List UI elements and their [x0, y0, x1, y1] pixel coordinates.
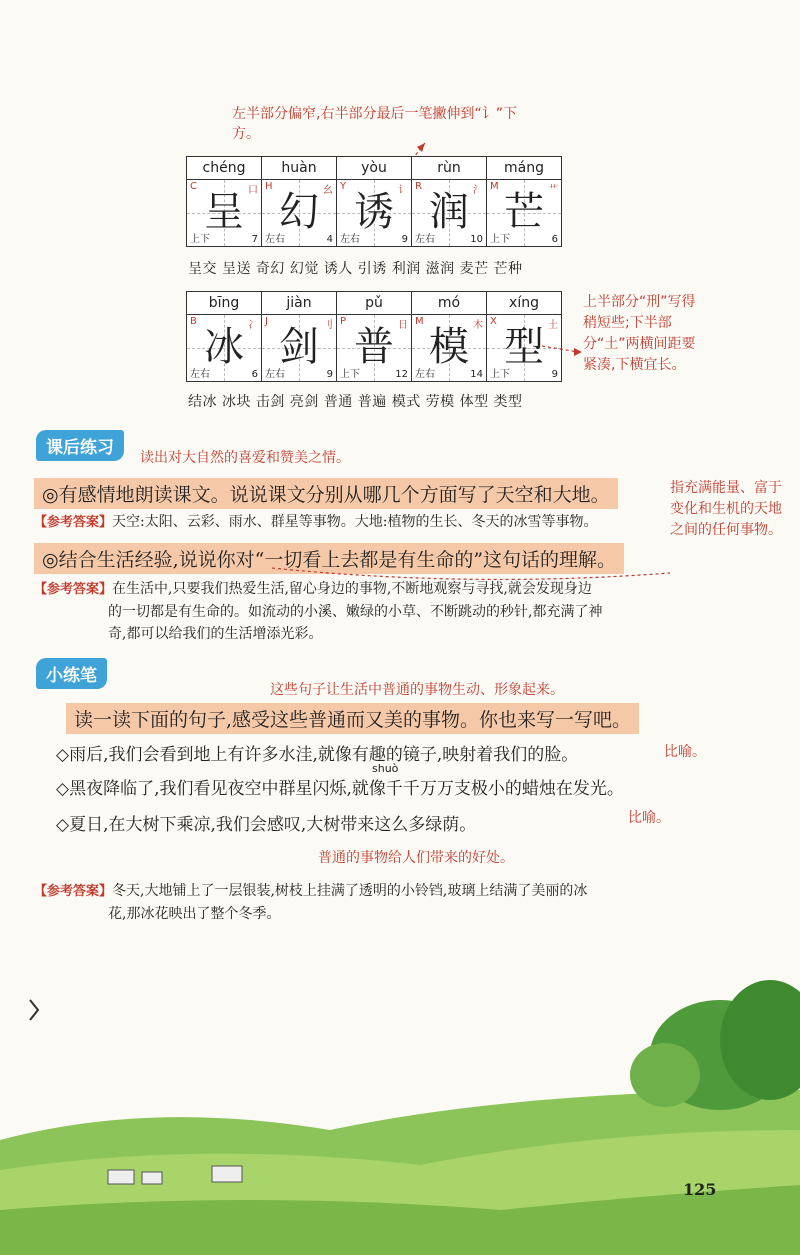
structure: 左右: [190, 369, 210, 380]
character: 诱: [354, 189, 394, 235]
character-cell: [412, 292, 487, 381]
landscape-illustration: [0, 980, 800, 1255]
annotation-benefit: 普通的事物给人们带来的好处。: [318, 850, 514, 866]
page-number: 125: [683, 1180, 717, 1199]
structure: 左右: [265, 369, 285, 380]
structure: 左右: [340, 234, 360, 245]
radical: 日: [398, 320, 408, 331]
question-1: ◎有感情地朗读课文。说说课文分别从哪几个方面写了天空和大地。: [34, 478, 618, 509]
sentence-1: ◇雨后,我们会看到地上有许多水洼,就像有趣的镜子,映射着我们的脸。: [56, 745, 579, 765]
sentence-2: ◇黑夜降临了,我们看见夜空中群星闪烁,就像千千万万支极小的蜡烛在发光。: [56, 779, 624, 799]
annotation-arrow: [540, 340, 585, 360]
word-list-2: 结冰 冰块 击剑 亮剑 普通 普遍 模式 劳模 体型 类型: [188, 394, 523, 410]
annotation-sentences: 这些句子让生活中普通的事物生动、形象起来。: [270, 682, 564, 698]
structure: 左右: [415, 234, 435, 245]
character-cell: [262, 157, 337, 246]
character: 呈: [204, 189, 244, 235]
character: 模: [429, 324, 469, 370]
structure: 左右: [415, 369, 435, 380]
pinyin-shuo: shuò: [372, 762, 399, 775]
stroke-count: 7: [251, 234, 258, 245]
stroke-count: 12: [395, 369, 408, 380]
character: 幻: [279, 189, 319, 235]
character-cell: [262, 292, 337, 381]
pinyin: chéng: [187, 157, 261, 180]
stroke-count: 9: [401, 234, 408, 245]
index-letter: R: [415, 181, 422, 192]
character-cell: [337, 157, 412, 246]
radical: 口: [248, 185, 258, 196]
after-class-label: 课后练习: [36, 430, 124, 461]
index-letter: C: [190, 181, 197, 192]
pinyin: rùn: [412, 157, 486, 180]
practice-prompt: 读一读下面的句子,感受这些普通而又美的事物。你也来写一写吧。: [66, 703, 639, 734]
pinyin: pǔ: [337, 292, 411, 315]
radical: 冫: [248, 320, 258, 331]
character-cell: [337, 292, 412, 381]
sentence-3: ◇夏日,在大树下乘凉,我们会感叹,大树带来这么多绿荫。: [56, 815, 477, 835]
structure: 上下: [490, 234, 510, 245]
answer-tag: 【参考答案】: [34, 582, 113, 597]
character-cell: [187, 292, 262, 381]
index-letter: J: [265, 316, 268, 327]
annotation-life-meaning: 指充满能量、富于变化和生机的天地之间的任何事物。: [670, 480, 782, 538]
index-letter: B: [190, 316, 197, 327]
index-letter: Y: [340, 181, 347, 192]
character: 润: [429, 189, 469, 235]
practice-answer-line-2: 花,那冰花映出了整个冬季。: [108, 906, 281, 922]
character-cell: [187, 157, 262, 246]
answer-tag: 【参考答案】: [34, 515, 113, 530]
structure: 左右: [265, 234, 285, 245]
annotation-stroke-tip: 左半部分偏窄,右半部分最后一笔撇伸到“讠”下方。: [232, 106, 517, 142]
index-letter: M: [415, 316, 424, 327]
radical: 木: [473, 320, 483, 331]
structure: 上下: [190, 234, 210, 245]
practice-answer: [34, 880, 724, 925]
character: 冰: [204, 324, 244, 370]
answer-1: [34, 511, 674, 534]
stroke-count: 4: [326, 234, 333, 245]
pinyin: mó: [412, 292, 486, 315]
radical: 艹: [548, 185, 558, 196]
structure: 上下: [490, 369, 510, 380]
pinyin: jiàn: [262, 292, 336, 315]
radical: 刂: [323, 320, 333, 331]
radical: 土: [548, 320, 558, 331]
radical: 幺: [323, 185, 333, 196]
pinyin: xíng: [487, 292, 561, 315]
annotation-xing: 上半部分“刑”写得稍短些;下半部分“土”两横间距要紧凑,下横宜长。: [583, 294, 696, 373]
answer-tag: 【参考答案】: [34, 884, 113, 899]
stroke-count: 14: [470, 369, 483, 380]
pinyin: huàn: [262, 157, 336, 180]
answer-2-line-2: 的一切都是有生命的。如流动的小溪、嫩绿的小草、不断跳动的秒针,都充满了神: [108, 604, 603, 620]
index-letter: M: [490, 181, 499, 192]
character-cell: [487, 157, 561, 246]
stroke-count: 6: [551, 234, 558, 245]
character-grid-2: [186, 291, 562, 382]
character-cell: [487, 292, 561, 381]
pinyin: bīng: [187, 292, 261, 315]
character-cell: [412, 157, 487, 246]
annotation-metaphor-2: 比喻。: [628, 810, 670, 826]
index-letter: P: [340, 316, 347, 327]
practice-answer-line-1: 冬天,大地铺上了一层银装,树枝上挂满了透明的小铃铛,玻璃上结满了美丽的冰: [112, 883, 588, 899]
structure: 上下: [340, 369, 360, 380]
character: 普: [354, 324, 394, 370]
annotation-metaphor-1: 比喻。: [664, 744, 706, 760]
index-letter: X: [490, 316, 497, 327]
character: 型: [504, 324, 544, 370]
stroke-count: 10: [470, 234, 483, 245]
character: 芒: [504, 189, 544, 235]
annotation-read-aloud: 读出对大自然的喜爱和赞美之情。: [140, 450, 350, 466]
question-2: ◎结合生活经验,说说你对“一切看上去都是有生命的”这句话的理解。: [34, 543, 624, 574]
stroke-count: 6: [251, 369, 258, 380]
word-list-1: 呈交 呈送 奇幻 幻觉 诱人 引诱 利润 滋润 麦芒 芒种: [188, 261, 523, 277]
radical: 讠: [398, 185, 408, 196]
answer-2-line-3: 奇,都可以给我们的生活增添光彩。: [108, 626, 323, 642]
pinyin: máng: [487, 157, 561, 180]
answer-2: [34, 578, 724, 645]
stroke-count: 9: [551, 369, 558, 380]
pinyin: yòu: [337, 157, 411, 180]
practice-label: 小练笔: [36, 658, 107, 689]
character-grid-1: [186, 156, 562, 247]
answer-1-text: 天空:太阳、云彩、雨水、群星等事物。大地:植物的生长、冬天的冰雪等事物。: [112, 514, 598, 530]
radical: 氵: [473, 185, 483, 196]
answer-2-line-1: 在生活中,只要我们热爱生活,留心身边的事物,不断地观察与寻找,就会发现身边: [112, 581, 592, 597]
index-letter: H: [265, 181, 273, 192]
stroke-count: 9: [326, 369, 333, 380]
character: 剑: [279, 324, 319, 370]
